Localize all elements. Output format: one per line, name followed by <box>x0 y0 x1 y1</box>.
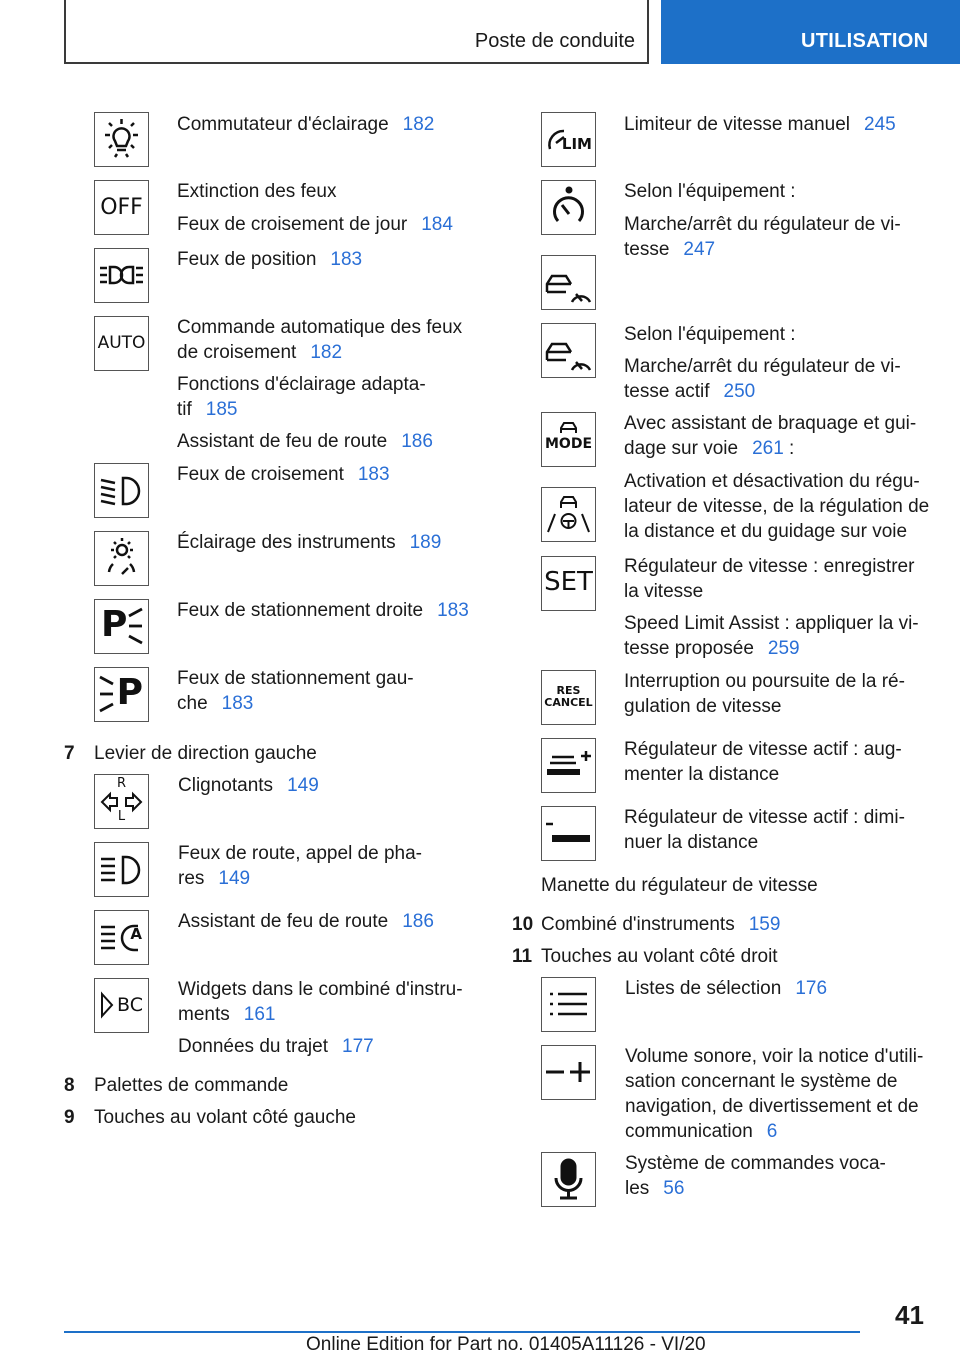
activation-text-1: Activation et désactivation du régu- <box>624 471 920 492</box>
position-lights-icon <box>94 248 149 303</box>
distance-increase-text-1: Régulateur de vitesse actif : aug- <box>624 739 902 760</box>
page-ref-link[interactable]: 183 <box>357 464 390 485</box>
speed-limiter-text: Limiteur de vitesse manuel 245 <box>624 114 896 135</box>
voice-command-text-2: les 56 <box>625 1178 685 1199</box>
item-number: 11 <box>512 946 533 967</box>
cruise-rocker-caption: Manette du régulateur de vitesse <box>541 875 818 896</box>
item-11-label: Touches au volant côté droit <box>541 946 778 967</box>
item-8-label: Palettes de commande <box>94 1075 289 1096</box>
header-chapter-title: UTILISATION <box>801 30 929 52</box>
low-beam-icon <box>94 463 149 518</box>
set-button-icon: SET <box>541 556 596 611</box>
item-9-label: Touches au volant côté gauche <box>94 1107 356 1128</box>
page-ref-link[interactable]: 182 <box>402 114 435 135</box>
header-section-title: Poste de conduite <box>474 30 635 52</box>
page-ref-link[interactable]: 186 <box>401 431 433 452</box>
page-ref-link[interactable]: 182 <box>310 342 343 363</box>
page-ref-link[interactable]: 56 <box>663 1178 685 1199</box>
high-beam-icon <box>94 842 149 897</box>
position-lights-text: Feux de position 183 <box>177 249 363 270</box>
activation-text-3: la distance et du guidage sur voie <box>624 521 908 542</box>
res-cancel-icon: RES CANCEL <box>541 670 596 725</box>
page-ref-link[interactable]: 184 <box>421 214 453 235</box>
page-ref-link[interactable]: 185 <box>205 399 238 420</box>
page-ref-link[interactable]: 149 <box>218 868 251 889</box>
bc-button-icon: BC <box>94 978 149 1033</box>
volume-icon <box>541 1045 596 1100</box>
active-cruise-car-icon <box>541 323 596 378</box>
widgets-text-1: Widgets dans le combiné d'instru- <box>178 979 463 1000</box>
item-number: 8 <box>64 1075 75 1096</box>
cruise-control-icon <box>541 180 596 235</box>
low-beam-text: Feux de croisement 183 <box>177 464 390 485</box>
item-number: 9 <box>64 1107 75 1128</box>
page-ref-link[interactable]: 247 <box>683 239 716 260</box>
page-ref-link[interactable]: 149 <box>287 775 319 796</box>
lighting-switch-text: Commutateur d'éclairage 182 <box>177 114 435 135</box>
page-ref-link[interactable]: 250 <box>723 381 756 402</box>
lights-off-icon: OFF <box>94 180 149 235</box>
distance-decrease-text-2: nuer la distance <box>624 832 759 853</box>
footer-divider <box>64 1331 860 1333</box>
active-cruise-text-1: Marche/arrêt du régulateur de vi- <box>624 356 901 377</box>
daytime-lights-text: Feux de croisement de jour 184 <box>177 214 453 235</box>
item-7-label: Levier de direction gauche <box>94 743 317 764</box>
volume-text-3: navigation, de divertissement et de <box>625 1096 919 1117</box>
cruise-text-2: tesse 247 <box>624 239 716 260</box>
res-cancel-text-2: gulation de vitesse <box>624 696 782 717</box>
steering-text-2: dage sur voie 261 : <box>624 438 795 459</box>
high-beam-assistant-text-2: Assistant de feu de route 186 <box>178 911 434 932</box>
page-ref-link[interactable]: 176 <box>795 978 828 999</box>
page-ref-link[interactable]: 245 <box>864 114 896 135</box>
high-beam-text-2: res 149 <box>178 868 251 889</box>
page-ref-link[interactable]: 186 <box>402 911 434 932</box>
parking-left-text-1: Feux de stationnement gau- <box>177 668 414 689</box>
distance-decrease-text-1: Régulateur de vitesse actif : dimi- <box>624 807 905 828</box>
selection-list-icon <box>541 977 596 1032</box>
speed-limiter-icon: LIM <box>541 112 596 167</box>
active-cruise-text-2: tesse actif 250 <box>624 381 756 402</box>
speed-limit-assist-text-1: Speed Limit Assist : appliquer la vi- <box>624 613 919 634</box>
distance-decrease-icon <box>541 806 596 861</box>
page-ref-link[interactable]: 189 <box>409 532 442 553</box>
page-number: 41 <box>895 1300 924 1330</box>
item-number: 10 <box>512 914 534 935</box>
cruise-car-icon <box>541 255 596 310</box>
cruise-text-1: Marche/arrêt du régulateur de vi- <box>624 214 901 235</box>
activation-text-2: lateur de vitesse, de la régulation de <box>624 496 930 517</box>
page-ref-link[interactable]: 177 <box>342 1036 374 1057</box>
auto-headlight-icon: AUTO <box>94 316 149 371</box>
volume-text-4: communication 6 <box>625 1121 778 1142</box>
page-ref-link[interactable]: 261 <box>752 438 784 459</box>
equipment-note-1: Selon l'équipement : <box>624 181 796 202</box>
mode-button-icon: MODE <box>541 412 596 467</box>
distance-increase-text-2: menter la distance <box>624 764 780 785</box>
parking-light-left-icon: P <box>94 667 149 722</box>
microphone-icon <box>541 1152 596 1207</box>
page-ref-link[interactable]: 183 <box>330 249 363 270</box>
header-chapter-tab[interactable] <box>661 0 960 64</box>
page-ref-link[interactable]: 183 <box>437 600 469 621</box>
turn-signal-text: Clignotants 149 <box>178 775 319 796</box>
turn-signal-icon: R L <box>94 774 149 829</box>
page-ref-link[interactable]: 183 <box>221 693 254 714</box>
lights-off-text: Extinction des feux <box>177 181 337 202</box>
page-ref-link[interactable]: 259 <box>767 638 800 659</box>
speed-limit-assist-text-2: tesse proposée 259 <box>624 638 800 659</box>
parking-left-text-2: che 183 <box>177 693 254 714</box>
instrument-lighting-text: Éclairage des instruments 189 <box>177 532 442 553</box>
trip-data-text: Données du trajet 177 <box>178 1036 374 1057</box>
selection-list-text: Listes de sélection 176 <box>625 978 828 999</box>
steering-text-1: Avec assistant de braquage et gui- <box>624 413 917 434</box>
footer-edition: Online Edition for Part no. 01405A11126 - VI/20 <box>306 1334 706 1355</box>
lighting-switch-icon <box>94 112 149 167</box>
parking-right-text: Feux de stationnement droite 183 <box>177 600 469 621</box>
res-cancel-text-1: Interruption ou poursuite de la ré- <box>624 671 905 692</box>
instrument-lighting-icon <box>94 531 149 586</box>
set-text-2: la vitesse <box>624 581 704 602</box>
auto-headlight-text-1: Commande automatique des feux <box>177 317 463 338</box>
high-beam-assistant-icon: A <box>94 910 149 965</box>
set-text-1: Régulateur de vitesse : enregistrer <box>624 556 915 577</box>
widgets-text-2: ments 161 <box>178 1004 276 1025</box>
high-beam-text-1: Feux de route, appel de pha- <box>178 843 423 864</box>
steering-assist-icon <box>541 487 596 542</box>
adaptive-lighting-text-2: tif 185 <box>177 399 238 420</box>
page-ref-link[interactable]: 6 <box>766 1121 778 1142</box>
item-10-label: Combiné d'instruments 159 <box>541 914 781 935</box>
page-ref-link[interactable]: 161 <box>243 1004 276 1025</box>
voice-command-text-1: Système de commandes voca- <box>625 1153 886 1174</box>
auto-headlight-text-2: de croisement 182 <box>177 342 343 363</box>
volume-text-1: Volume sonore, voir la notice d'utili- <box>625 1046 924 1067</box>
volume-text-2: sation concernant le système de <box>625 1071 898 1092</box>
adaptive-lighting-text-1: Fonctions d'éclairage adapta- <box>177 374 426 395</box>
high-beam-assistant-text: Assistant de feu de route 186 <box>177 431 433 452</box>
equipment-note-2: Selon l'équipement : <box>624 324 796 345</box>
header-section-box <box>64 0 649 64</box>
parking-light-right-icon: P <box>94 599 149 654</box>
item-number: 7 <box>64 743 75 764</box>
distance-increase-icon <box>541 738 596 793</box>
page-ref-link[interactable]: 159 <box>748 914 781 935</box>
